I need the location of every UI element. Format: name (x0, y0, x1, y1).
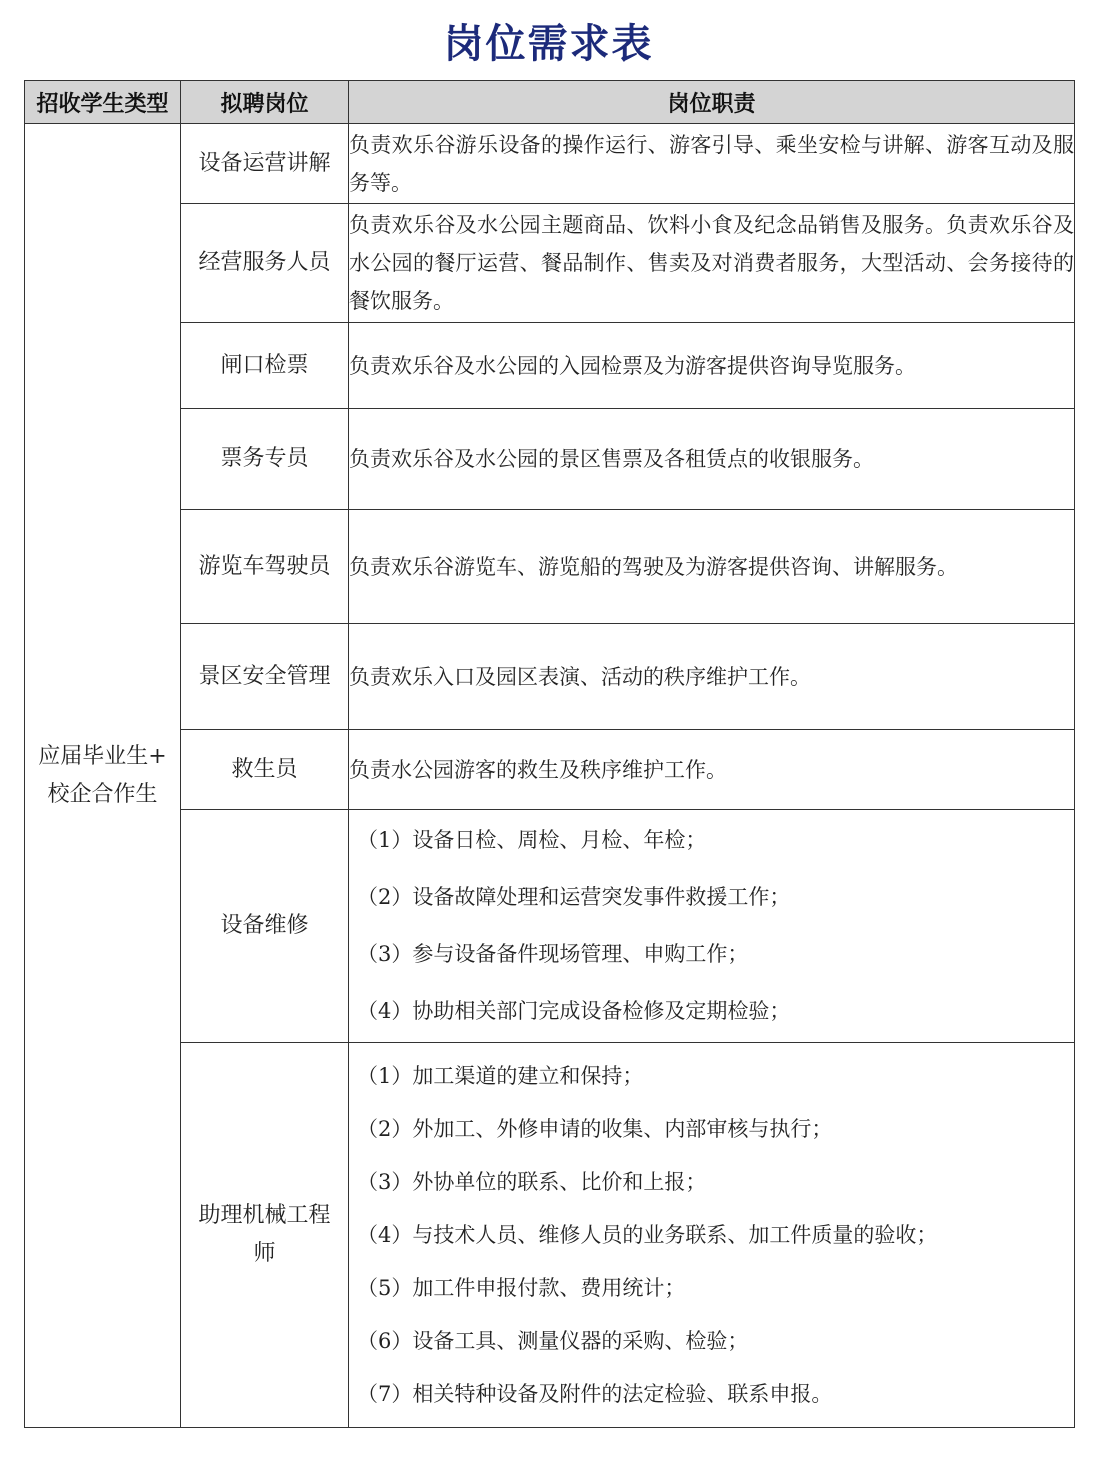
position-label: 闸口检票 (220, 352, 309, 378)
header-duties: 岗位职责 (349, 81, 1075, 124)
table-row (25, 409, 1075, 510)
position-cell (181, 624, 349, 730)
duty-cell (349, 409, 1075, 510)
duty-item: （3）外协单位的联系、比价和上报； (357, 1169, 707, 1194)
duty-cell (349, 1043, 1075, 1428)
duty-text: 负责欢乐谷及水公园的景区售票及各租赁点的收银服务。 (349, 447, 874, 471)
duty-item: （5）加工件申报付款、费用统计； (357, 1275, 686, 1300)
student-type-line: 应届毕业生+ (38, 743, 167, 769)
position-label: 游览车驾驶员 (198, 553, 331, 579)
duty-text: 负责欢乐谷游乐设备的操作运行、游客引导、乘坐安检与讲解、游客互动及服务等。 (349, 132, 1074, 195)
position-cell (181, 810, 349, 1043)
header-position: 拟聘岗位 (181, 81, 349, 124)
table-row (25, 1043, 1075, 1428)
position-label: 设备维修 (220, 913, 309, 938)
duty-text: 负责欢乐谷及水公园主题商品、饮料小食及纪念品销售及服务。负责欢乐谷及水公园的餐厅运营、餐品制作、售卖及对消费者服务，大型活动、会务接待的餐饮服务。 (349, 213, 1074, 313)
position-label: 助理机械工程 (198, 1203, 331, 1228)
position-label: 设备运营讲解 (198, 150, 331, 176)
table-row (25, 730, 1075, 810)
table-row (25, 810, 1075, 1043)
duty-cell (349, 124, 1075, 204)
position-cell (181, 124, 349, 204)
position-cell (181, 1043, 349, 1428)
duty-item: （4）协助相关部门完成设备检修及定期检验； (357, 999, 791, 1023)
duty-text: 负责欢乐入口及园区表演、活动的秩序维护工作。 (349, 664, 811, 689)
duty-cell (349, 624, 1075, 730)
position-cell (181, 204, 349, 323)
table-header-row (25, 81, 1075, 124)
position-cell (181, 323, 349, 409)
duty-cell (349, 810, 1075, 1043)
duty-text: 负责欢乐谷及水公园的入园检票及为游客提供咨询导览服务。 (349, 353, 916, 378)
position-label: 经营服务人员 (198, 250, 331, 275)
table-row (25, 204, 1075, 323)
position-cell (181, 409, 349, 510)
duty-item: （1）设备日检、周检、月检、年检； (357, 828, 707, 852)
duty-item: （3）参与设备备件现场管理、申购工作； (357, 942, 749, 966)
duty-item: （2）设备故障处理和运营突发事件救援工作； (357, 885, 791, 909)
duty-item: （2）外加工、外修申请的收集、内部审核与执行； (357, 1116, 833, 1141)
duty-cell (349, 730, 1075, 810)
table-row (25, 323, 1075, 409)
duty-item: （1）加工渠道的建立和保持； (357, 1063, 644, 1088)
duty-cell (349, 510, 1075, 624)
position-label: 师 (253, 1241, 276, 1266)
position-cell (181, 730, 349, 810)
position-label: 救生员 (231, 756, 298, 782)
position-cell (181, 510, 349, 624)
duty-text: 负责水公园游客的救生及秩序维护工作。 (349, 757, 727, 782)
duty-cell (349, 323, 1075, 409)
duty-cell (349, 204, 1075, 323)
table-row (25, 624, 1075, 730)
table-row (25, 124, 1075, 204)
student-type-cell (25, 124, 181, 1428)
table-row (25, 510, 1075, 624)
page-title: 岗位需求表 (443, 21, 654, 67)
duty-item: （4）与技术人员、维修人员的业务联系、加工件质量的验收； (357, 1222, 938, 1247)
header-student-type: 招收学生类型 (25, 81, 181, 124)
student-type-line: 校企合作生 (47, 781, 158, 807)
duty-item: （6）设备工具、测量仪器的采购、检验； (357, 1328, 749, 1353)
duty-item: （7）相关特种设备及附件的法定检验、联系申报。 (357, 1381, 833, 1406)
position-label: 景区安全管理 (198, 663, 331, 689)
job-requirements-table (24, 80, 1075, 1428)
duty-text: 负责欢乐谷游览车、游览船的驾驶及为游客提供咨询、讲解服务。 (349, 554, 958, 579)
position-label: 票务专员 (220, 446, 309, 471)
